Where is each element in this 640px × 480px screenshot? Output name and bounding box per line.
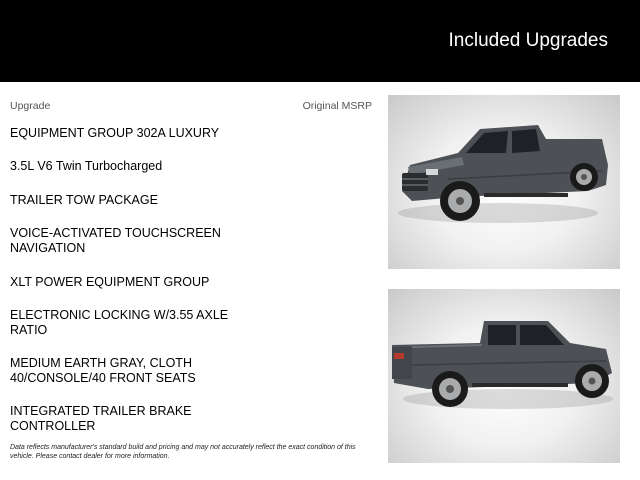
- page-title: Included Upgrades: [448, 30, 608, 51]
- vehicle-photo-rear: [388, 289, 620, 463]
- upgrade-name: MEDIUM EARTH GRAY, CLOTH 40/CONSOLE/40 FRONT SEATS: [10, 356, 196, 385]
- upgrade-name: XLT POWER EQUIPMENT GROUP: [10, 275, 210, 289]
- upgrade-column-header: Upgrade: [10, 100, 51, 112]
- header-bar: [0, 0, 640, 82]
- upgrade-name: 3.5L V6 Twin Turbocharged: [10, 159, 163, 173]
- upgrade-name: TRAILER TOW PACKAGE: [10, 193, 158, 207]
- upgrade-name: ELECTRONIC LOCKING W/3.55 AXLE RATIO: [10, 308, 229, 337]
- msrp-column-header: Original MSRP: [302, 100, 372, 112]
- upgrade-name: VOICE-ACTIVATED TOUCHSCREEN NAVIGATION: [10, 226, 221, 255]
- vehicle-photo-front: [388, 95, 620, 269]
- disclaimer-text: Data reflects manufacturer's standard build and pricing and may not accurately reflect the exact condition of this vehicle. Please contact dealer for more information.: [10, 444, 356, 460]
- upgrade-name: EQUIPMENT GROUP 302A LUXURY: [10, 126, 220, 140]
- upgrade-name: INTEGRATED TRAILER BRAKE CONTROLLER: [10, 404, 192, 433]
